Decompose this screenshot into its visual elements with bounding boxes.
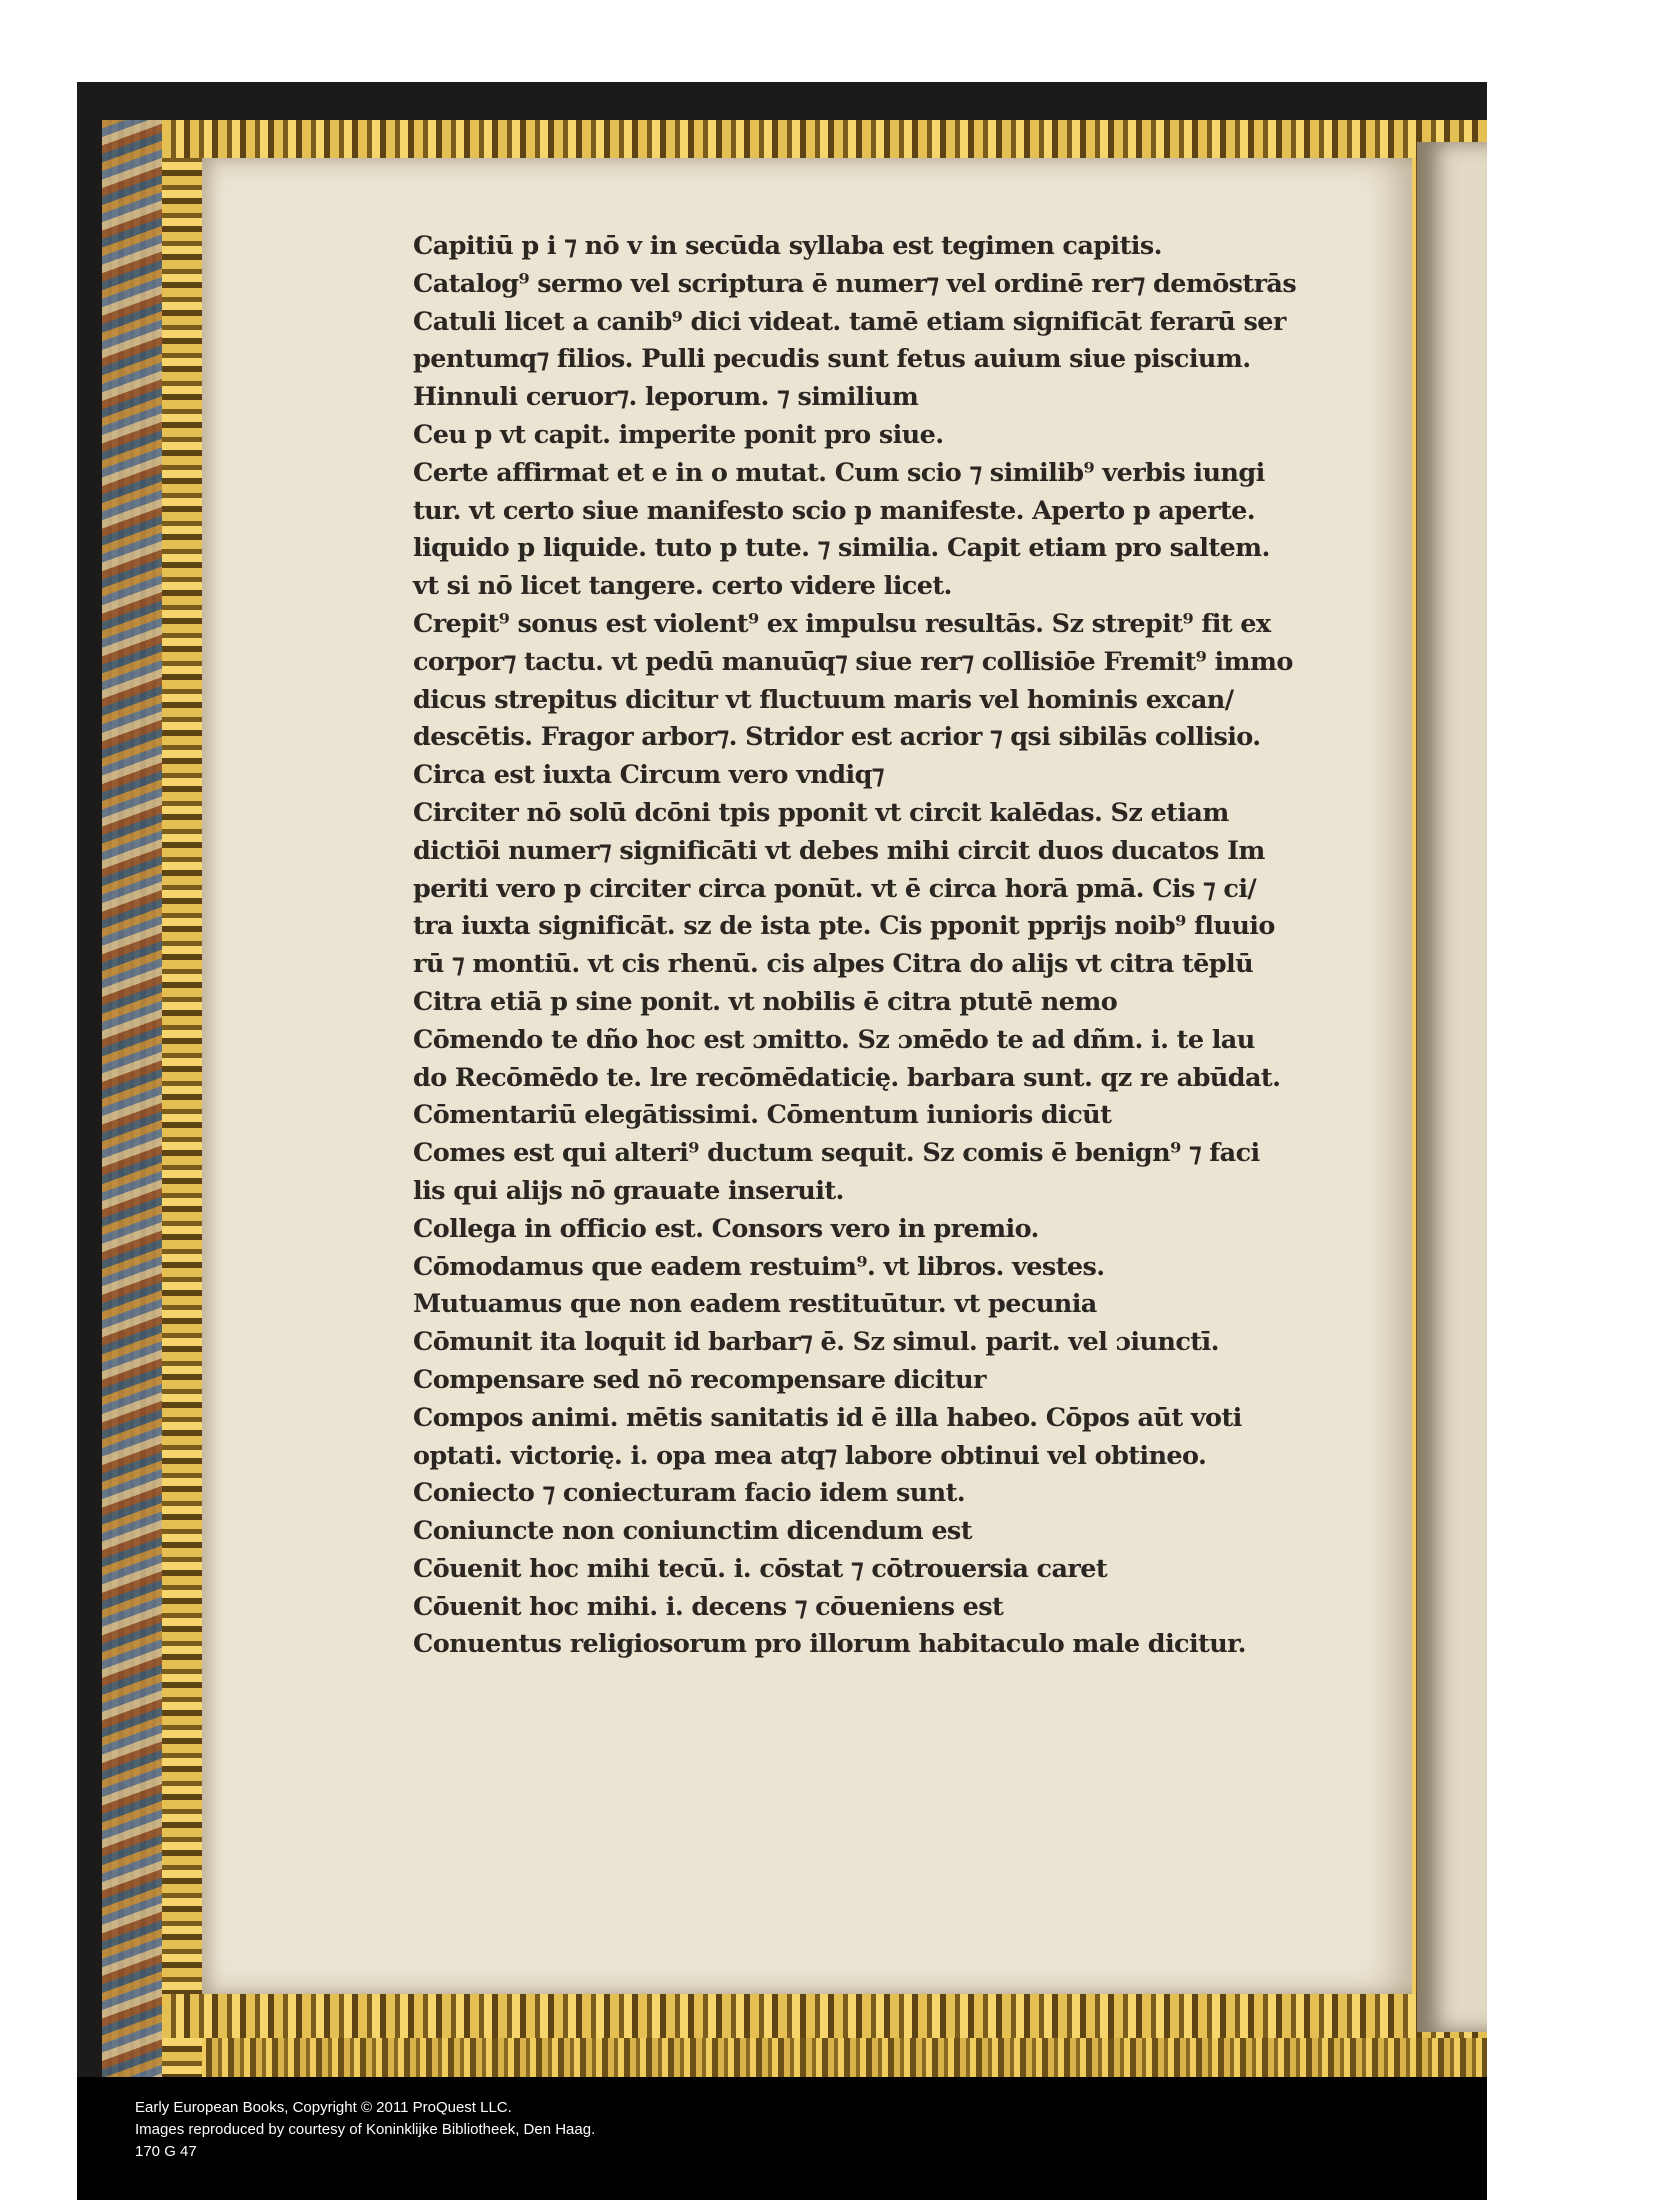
text-line: descētis. Fragor arbor⁊. Stridor est acrior ⁊ qsi sibilās collisio. <box>413 722 1261 753</box>
text-line: Cōmunit ita loquit id barbar⁊ ē. Sz simul. parit. vel ɔiunctī. <box>413 1327 1219 1358</box>
text-line: Mutuamus que non eadem restituūtur. vt pecunia <box>413 1289 1097 1320</box>
marbled-endpaper <box>102 120 167 2077</box>
text-line: lis qui alijs nō grauate inseruit. <box>413 1175 844 1206</box>
text-line: pentumq⁊ filios. Pulli pecudis sunt fetus auium siue piscium. <box>413 344 1251 375</box>
text-line: Coniecto ⁊ coniecturam facio idem sunt. <box>413 1478 966 1509</box>
text-line: Circa est iuxta Circum vero vndiq⁊ <box>413 760 884 791</box>
copyright-caption <box>135 2097 595 2163</box>
gilt-border-top <box>162 120 1487 158</box>
text-line: Hinnuli ceruor⁊. leporum. ⁊ similium <box>413 382 919 413</box>
text-line: Cōmendo te dño hoc est ɔmitto. Sz ɔmēdo te ad dñm. i. te lau <box>413 1024 1255 1055</box>
gilt-border-left <box>162 120 202 2077</box>
text-line: dicus strepitus dicitur vt fluctuum maris vel hominis excan/ <box>413 684 1234 715</box>
text-line: Catuli licet a canib⁹ dici videat. tamē etiam significāt ferarū ser <box>413 306 1286 337</box>
text-line: Compensare sed nō recompensare dicitur <box>413 1364 986 1395</box>
text-line: optati. victorię. i. opa mea atq⁊ labore obtinui vel obtineo. <box>413 1440 1207 1471</box>
text-line: Crepit⁹ sonus est violent⁹ ex impulsu resultās. Sz strepit⁹ fit ex <box>413 608 1271 639</box>
text-line: Ceu p vt capit. imperite ponit pro siue. <box>413 419 944 450</box>
text-line: Cōuenit hoc mihi tecū. i. cōstat ⁊ cōtrouersia caret <box>413 1553 1108 1584</box>
text-line: Citra etiā p sine ponit. vt nobilis ē citra ptutē nemo <box>413 986 1118 1017</box>
text-line: do Recōmēdo te. lre recōmēdaticię. barbara sunt. qz re abūdat. <box>413 1062 1281 1093</box>
page-text-block <box>413 228 1313 1664</box>
caption-line-copyright: Early European Books, Copyright © 2011 ProQuest LLC. <box>135 2099 512 2116</box>
text-line: Cōmentariū elegātissimi. Cōmentum iunioris dicūt <box>413 1100 1112 1131</box>
text-line: Comes est qui alteri⁹ ductum sequit. Sz comis ē benign⁹ ⁊ faci <box>413 1138 1260 1169</box>
gilt-border-bottom <box>162 1994 1487 2038</box>
text-line: Circiter nō solū dcōni tpis pponit vt circit kalēdas. Sz etiam <box>413 797 1229 828</box>
text-line: Conuentus religiosorum pro illorum habitaculo male dicitur. <box>413 1629 1246 1660</box>
facing-page-edge <box>1417 142 1487 2032</box>
text-line: Cōmodamus que eadem restuim⁹. vt libros. vestes. <box>413 1251 1105 1282</box>
text-line: tur. vt certo siue manifesto scio p manifeste. Aperto p aperte. <box>413 495 1256 526</box>
text-line: Collega in officio est. Consors vero in premio. <box>413 1213 1039 1244</box>
text-line: Coniuncte non coniunctim dicendum est <box>413 1516 972 1547</box>
caption-line-shelfmark: 170 G 47 <box>135 2143 197 2160</box>
text-line: vt si nō licet tangere. certo videre licet. <box>413 571 952 602</box>
caption-line-courtesy: Images reproduced by courtesy of Koninklijke Bibliotheek, Den Haag. <box>135 2121 596 2138</box>
text-line: corpor⁊ tactu. vt pedū manuūq⁊ siue rer⁊ collisiōe Fremit⁹ immo <box>413 646 1293 677</box>
text-line: Catalog⁹ sermo vel scriptura ē numer⁊ vel ordinē rer⁊ demōstrās <box>413 268 1297 299</box>
text-line: Cōuenit hoc mihi. i. decens ⁊ cōueniens est <box>413 1591 1004 1622</box>
text-line: liquido p liquide. tuto p tute. ⁊ similia. Capit etiam pro saltem. <box>413 533 1270 564</box>
text-line: dictiōi numer⁊ significāti vt debes mihi circit duos ducatos Im <box>413 835 1265 866</box>
text-line: tra iuxta significāt. sz de ista pte. Cis pponit pprijs noib⁹ fluuio <box>413 911 1275 942</box>
text-line: Capitiū p i ⁊ nō v in secūda syllaba est tegimen capitis. <box>413 231 1162 261</box>
text-line: rū ⁊ montiū. vt cis rhenū. cis alpes Citra do alijs vt citra tēplū <box>413 949 1254 980</box>
text-line: Compos animi. mētis sanitatis id ē illa habeo. Cōpos aūt voti <box>413 1402 1242 1433</box>
text-line: Certe affirmat et e in o mutat. Cum scio ⁊ similib⁹ verbis iungi <box>413 457 1265 488</box>
text-line: periti vero p circiter circa ponūt. vt ē circa horā pmā. Cis ⁊ ci/ <box>413 873 1257 904</box>
